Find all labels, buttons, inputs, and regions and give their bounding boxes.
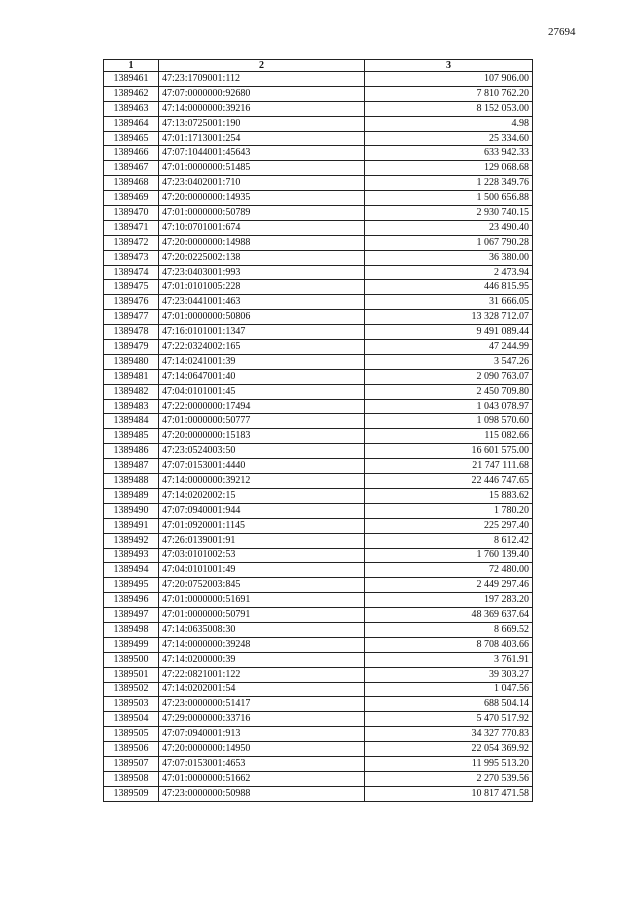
page-number: 27694 (548, 26, 576, 38)
row-number-cell: 1389482 (104, 384, 159, 399)
row-number-cell: 1389498 (104, 622, 159, 637)
table-row (104, 191, 533, 206)
value-cell: 1 067 790.28 (365, 235, 533, 250)
table-row (104, 220, 533, 235)
cadastral-number-cell: 47:14:0000000:39212 (159, 474, 365, 489)
table-row (104, 250, 533, 265)
cadastral-number-cell: 47:14:0647001:40 (159, 369, 365, 384)
cadastral-number-cell: 47:01:0000000:51662 (159, 771, 365, 786)
table-row (104, 414, 533, 429)
value-cell: 10 817 471.58 (365, 786, 533, 801)
value-cell: 1 228 349.76 (365, 176, 533, 191)
value-cell: 72 480.00 (365, 563, 533, 578)
table-row (104, 101, 533, 116)
table-row (104, 280, 533, 295)
table-row (104, 488, 533, 503)
cadastral-number-cell: 47:20:0752003:845 (159, 578, 365, 593)
value-cell: 688 504.14 (365, 697, 533, 712)
table-row (104, 459, 533, 474)
table-row (104, 295, 533, 310)
table-row (104, 310, 533, 325)
row-number-cell: 1389488 (104, 474, 159, 489)
cadastral-number-cell: 47:04:0101001:45 (159, 384, 365, 399)
cadastral-number-cell: 47:01:0000000:50806 (159, 310, 365, 325)
value-cell: 23 490.40 (365, 220, 533, 235)
table-row (104, 548, 533, 563)
row-number-cell: 1389470 (104, 206, 159, 221)
value-cell: 129 068.68 (365, 161, 533, 176)
row-number-cell: 1389476 (104, 295, 159, 310)
table-row (104, 444, 533, 459)
row-number-cell: 1389464 (104, 116, 159, 131)
row-number-cell: 1389483 (104, 399, 159, 414)
row-number-cell: 1389461 (104, 72, 159, 87)
cadastral-number-cell: 47:29:0000000:33716 (159, 712, 365, 727)
cadastral-number-cell: 47:10:0701001:674 (159, 220, 365, 235)
row-number-cell: 1389467 (104, 161, 159, 176)
row-number-cell: 1389474 (104, 265, 159, 280)
row-number-cell: 1389509 (104, 786, 159, 801)
value-cell: 16 601 575.00 (365, 444, 533, 459)
row-number-cell: 1389475 (104, 280, 159, 295)
row-number-cell: 1389496 (104, 593, 159, 608)
cadastral-number-cell: 47:01:0000000:50789 (159, 206, 365, 221)
table-row (104, 667, 533, 682)
cadastral-number-cell: 47:14:0635008:30 (159, 622, 365, 637)
table-row (104, 354, 533, 369)
row-number-cell: 1389477 (104, 310, 159, 325)
cadastral-number-cell: 47:14:0200000:39 (159, 652, 365, 667)
row-number-cell: 1389468 (104, 176, 159, 191)
value-cell: 115 082.66 (365, 429, 533, 444)
table-row (104, 503, 533, 518)
cadastral-number-cell: 47:23:0402001:710 (159, 176, 365, 191)
value-cell: 2 449 297.46 (365, 578, 533, 593)
value-cell: 1 047.56 (365, 682, 533, 697)
value-cell: 9 491 089.44 (365, 325, 533, 340)
row-number-cell: 1389489 (104, 488, 159, 503)
column-header-2: 2 (159, 60, 365, 72)
table-row (104, 265, 533, 280)
value-cell: 8 152 053.00 (365, 101, 533, 116)
row-number-cell: 1389495 (104, 578, 159, 593)
table-row (104, 652, 533, 667)
value-cell: 39 303.27 (365, 667, 533, 682)
cadastral-number-cell: 47:23:0000000:50988 (159, 786, 365, 801)
row-number-cell: 1389478 (104, 325, 159, 340)
value-cell: 1 043 078.97 (365, 399, 533, 414)
row-number-cell: 1389463 (104, 101, 159, 116)
cadastral-number-cell: 47:14:0202002:15 (159, 488, 365, 503)
value-cell: 11 995 513.20 (365, 756, 533, 771)
cadastral-number-cell: 47:20:0000000:14988 (159, 235, 365, 250)
table-row (104, 682, 533, 697)
value-cell: 3 761.91 (365, 652, 533, 667)
table-row (104, 384, 533, 399)
row-number-cell: 1389493 (104, 548, 159, 563)
value-cell: 15 883.62 (365, 488, 533, 503)
cadastral-number-cell: 47:22:0821001:122 (159, 667, 365, 682)
table-row (104, 697, 533, 712)
table-row (104, 578, 533, 593)
table-row (104, 399, 533, 414)
table-row (104, 176, 533, 191)
cadastral-number-cell: 47:01:0000000:51691 (159, 593, 365, 608)
value-cell: 2 450 709.80 (365, 384, 533, 399)
table-row (104, 474, 533, 489)
value-cell: 446 815.95 (365, 280, 533, 295)
row-number-cell: 1389492 (104, 533, 159, 548)
value-cell: 36 380.00 (365, 250, 533, 265)
row-number-cell: 1389505 (104, 727, 159, 742)
cadastral-number-cell: 47:01:1713001:254 (159, 131, 365, 146)
value-cell: 48 369 637.64 (365, 608, 533, 623)
row-number-cell: 1389494 (104, 563, 159, 578)
value-cell: 3 547.26 (365, 354, 533, 369)
row-number-cell: 1389469 (104, 191, 159, 206)
row-number-cell: 1389462 (104, 86, 159, 101)
row-number-cell: 1389497 (104, 608, 159, 623)
cadastral-number-cell: 47:04:0101001:49 (159, 563, 365, 578)
cadastral-number-cell: 47:26:0139001:91 (159, 533, 365, 548)
value-cell: 1 780.20 (365, 503, 533, 518)
value-cell: 2 090 763.07 (365, 369, 533, 384)
table-row (104, 727, 533, 742)
row-number-cell: 1389507 (104, 756, 159, 771)
table-row (104, 116, 533, 131)
value-cell: 22 446 747.65 (365, 474, 533, 489)
cadastral-number-cell: 47:03:0101002:53 (159, 548, 365, 563)
value-cell: 2 473.94 (365, 265, 533, 280)
value-cell: 8 669.52 (365, 622, 533, 637)
table-row (104, 771, 533, 786)
cadastral-number-cell: 47:14:0202001:54 (159, 682, 365, 697)
table-row (104, 325, 533, 340)
row-number-cell: 1389499 (104, 637, 159, 652)
row-number-cell: 1389504 (104, 712, 159, 727)
cadastral-number-cell: 47:01:0101005:228 (159, 280, 365, 295)
table-row (104, 533, 533, 548)
value-cell: 34 327 770.83 (365, 727, 533, 742)
cadastral-number-cell: 47:01:0920001:1145 (159, 518, 365, 533)
row-number-cell: 1389472 (104, 235, 159, 250)
table-row (104, 742, 533, 757)
value-cell: 22 054 369.92 (365, 742, 533, 757)
cadastral-number-cell: 47:07:1044001:45643 (159, 146, 365, 161)
table-row (104, 146, 533, 161)
table-row (104, 563, 533, 578)
column-header-1: 1 (104, 60, 159, 72)
table-row (104, 712, 533, 727)
table-row (104, 608, 533, 623)
value-cell: 21 747 111.68 (365, 459, 533, 474)
table-row (104, 340, 533, 355)
value-cell: 13 328 712.07 (365, 310, 533, 325)
cadastral-number-cell: 47:22:0000000:17494 (159, 399, 365, 414)
row-number-cell: 1389503 (104, 697, 159, 712)
row-number-cell: 1389502 (104, 682, 159, 697)
row-number-cell: 1389465 (104, 131, 159, 146)
cadastral-number-cell: 47:23:0403001:993 (159, 265, 365, 280)
row-number-cell: 1389486 (104, 444, 159, 459)
table-row (104, 429, 533, 444)
value-cell: 197 283.20 (365, 593, 533, 608)
value-cell: 2 270 539.56 (365, 771, 533, 786)
table-header-row (104, 60, 533, 72)
value-cell: 1 500 656.88 (365, 191, 533, 206)
value-cell: 1 098 570.60 (365, 414, 533, 429)
table-row (104, 518, 533, 533)
cadastral-number-cell: 47:16:0101001:1347 (159, 325, 365, 340)
table-row (104, 593, 533, 608)
cadastral-number-cell: 47:14:0000000:39248 (159, 637, 365, 652)
table-row (104, 206, 533, 221)
cadastral-number-cell: 47:20:0000000:15183 (159, 429, 365, 444)
table-row (104, 86, 533, 101)
row-number-cell: 1389473 (104, 250, 159, 265)
table-row (104, 369, 533, 384)
cadastral-number-cell: 47:07:0940001:913 (159, 727, 365, 742)
row-number-cell: 1389484 (104, 414, 159, 429)
table-row (104, 756, 533, 771)
value-cell: 25 334.60 (365, 131, 533, 146)
row-number-cell: 1389491 (104, 518, 159, 533)
row-number-cell: 1389487 (104, 459, 159, 474)
row-number-cell: 1389480 (104, 354, 159, 369)
cadastral-number-cell: 47:23:0000000:51417 (159, 697, 365, 712)
value-cell: 8 612.42 (365, 533, 533, 548)
value-cell: 1 760 139.40 (365, 548, 533, 563)
cadastral-number-cell: 47:07:0940001:944 (159, 503, 365, 518)
cadastral-number-cell: 47:13:0725001:190 (159, 116, 365, 131)
cadastral-number-cell: 47:22:0324002:165 (159, 340, 365, 355)
table-row (104, 786, 533, 801)
cadastral-number-cell: 47:07:0153001:4440 (159, 459, 365, 474)
row-number-cell: 1389479 (104, 340, 159, 355)
row-number-cell: 1389506 (104, 742, 159, 757)
row-number-cell: 1389508 (104, 771, 159, 786)
row-number-cell: 1389500 (104, 652, 159, 667)
table-body (104, 72, 533, 802)
cadastral-number-cell: 47:20:0000000:14935 (159, 191, 365, 206)
value-cell: 47 244.99 (365, 340, 533, 355)
row-number-cell: 1389501 (104, 667, 159, 682)
value-cell: 31 666.05 (365, 295, 533, 310)
value-cell: 2 930 740.15 (365, 206, 533, 221)
cadastral-number-cell: 47:01:0000000:51485 (159, 161, 365, 176)
row-number-cell: 1389466 (104, 146, 159, 161)
value-cell: 7 810 762.20 (365, 86, 533, 101)
cadastral-number-cell: 47:07:0153001:4653 (159, 756, 365, 771)
value-cell: 8 708 403.66 (365, 637, 533, 652)
row-number-cell: 1389481 (104, 369, 159, 384)
value-cell: 4.98 (365, 116, 533, 131)
table-row (104, 235, 533, 250)
table-row (104, 637, 533, 652)
cadastral-number-cell: 47:23:0524003:50 (159, 444, 365, 459)
table-row (104, 131, 533, 146)
row-number-cell: 1389471 (104, 220, 159, 235)
value-cell: 5 470 517.92 (365, 712, 533, 727)
value-cell: 633 942.33 (365, 146, 533, 161)
table-row (104, 161, 533, 176)
cadastral-number-cell: 47:14:0000000:39216 (159, 101, 365, 116)
table-row (104, 622, 533, 637)
cadastral-number-cell: 47:23:1709001:112 (159, 72, 365, 87)
cadastral-number-cell: 47:23:0441001:463 (159, 295, 365, 310)
cadastral-number-cell: 47:14:0241001:39 (159, 354, 365, 369)
data-table (103, 59, 533, 802)
cadastral-number-cell: 47:01:0000000:50791 (159, 608, 365, 623)
value-cell: 225 297.40 (365, 518, 533, 533)
column-header-3: 3 (365, 60, 533, 72)
row-number-cell: 1389485 (104, 429, 159, 444)
cadastral-number-cell: 47:20:0225002:138 (159, 250, 365, 265)
row-number-cell: 1389490 (104, 503, 159, 518)
cadastral-number-cell: 47:07:0000000:92680 (159, 86, 365, 101)
table-row (104, 72, 533, 87)
cadastral-number-cell: 47:20:0000000:14950 (159, 742, 365, 757)
cadastral-number-cell: 47:01:0000000:50777 (159, 414, 365, 429)
value-cell: 107 906.00 (365, 72, 533, 87)
